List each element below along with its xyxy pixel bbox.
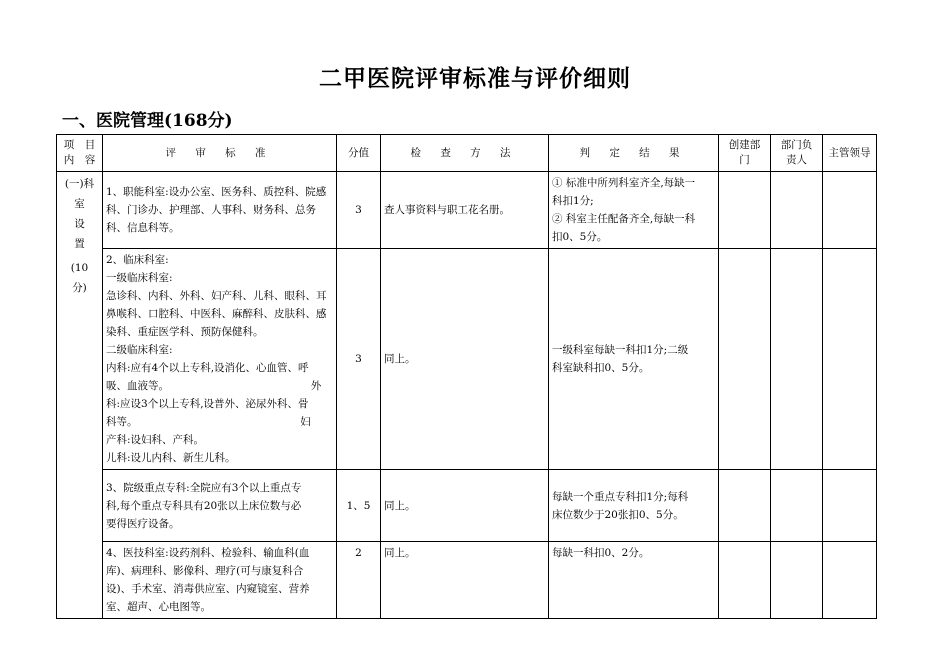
method-cell: 同上。 (381, 249, 549, 470)
score-cell: 3 (337, 172, 381, 249)
header-result: 判 定 结 果 (549, 135, 719, 172)
dept-cell (719, 249, 771, 470)
table-row (57, 542, 877, 619)
section-heading: 一、医院管理(168分) (62, 111, 233, 131)
score-cell: 1、5 (337, 470, 381, 542)
header-standard: 评 审 标 准 (103, 135, 337, 172)
result-cell: 一级科室每缺一科扣1分;二级 科室缺科扣0、5分。 (549, 249, 719, 470)
score-cell: 2 (337, 542, 381, 619)
dept-cell (719, 542, 771, 619)
document-title: 二甲医院评审标准与评价细则 (319, 65, 631, 92)
result-cell: ① 标准中所列科室齐全,每缺一 科扣1分; ② 科室主任配备齐全,每缺一科 扣0、5分。 (549, 172, 719, 249)
standard-cell: 4、医技科室:设药剂科、检验科、输血科(血 库)、病理科、影像科、理疗(可与康复科合 设)、手术室、消毒供应室、内窥镜室、营养 室、超声、心电图等。 (103, 542, 337, 619)
header-dept: 创建部 门 (719, 135, 771, 172)
leader-cell (823, 249, 877, 470)
owner-cell (771, 249, 823, 470)
header-item: 项 目 内 容 (57, 135, 103, 172)
table-row (57, 470, 877, 542)
owner-cell (771, 172, 823, 249)
category-cell: (一)科 室 设 置 (10 分) (57, 172, 103, 619)
dept-cell (719, 470, 771, 542)
leader-cell (823, 172, 877, 249)
standard-cell: 3、院级重点专科:全院应有3个以上重点专 科,每个重点专科具有20张以上床位数与必 要得医疗设备。 (103, 470, 337, 542)
table-row (57, 249, 877, 470)
standard-cell: 1、职能科室:设办公室、医务科、质控科、院感 科、门诊办、护理部、人事科、财务科、总务 科、信息科等。 (103, 172, 337, 249)
table-row (57, 172, 877, 249)
method-cell: 同上。 (381, 542, 549, 619)
method-cell: 查人事资料与职工花名册。 (381, 172, 549, 249)
dept-cell (719, 172, 771, 249)
header-row (57, 135, 877, 172)
header-owner: 部门负 责人 (771, 135, 823, 172)
evaluation-table (56, 134, 877, 619)
score-cell: 3 (337, 249, 381, 470)
result-cell: 每缺一科扣0、2分。 (549, 542, 719, 619)
owner-cell (771, 542, 823, 619)
result-cell: 每缺一个重点专科扣1分;每科 床位数少于20张扣0、5分。 (549, 470, 719, 542)
standard-cell: 2、临床科室: 一级临床科室: 急诊科、内科、外科、妇产科、儿科、眼科、耳 鼻喉科、口腔科、中医科、麻醉科、皮肤科、感 染科、重症医学科、预防保健科。 二级临床科室: 内科:应有4个以上专科,设消化、心血管、呼 吸、血液等。 外 科:应设3个以上专科,设普外、泌尿外科、骨 科等。 妇 产科:设妇科、产科。 儿科:设儿内科、新生儿科。 (103, 249, 337, 470)
header-method: 检 查 方 法 (381, 135, 549, 172)
owner-cell (771, 470, 823, 542)
leader-cell (823, 470, 877, 542)
method-cell: 同上。 (381, 470, 549, 542)
header-leader: 主管领导 (823, 135, 877, 172)
header-score: 分值 (337, 135, 381, 172)
leader-cell (823, 542, 877, 619)
